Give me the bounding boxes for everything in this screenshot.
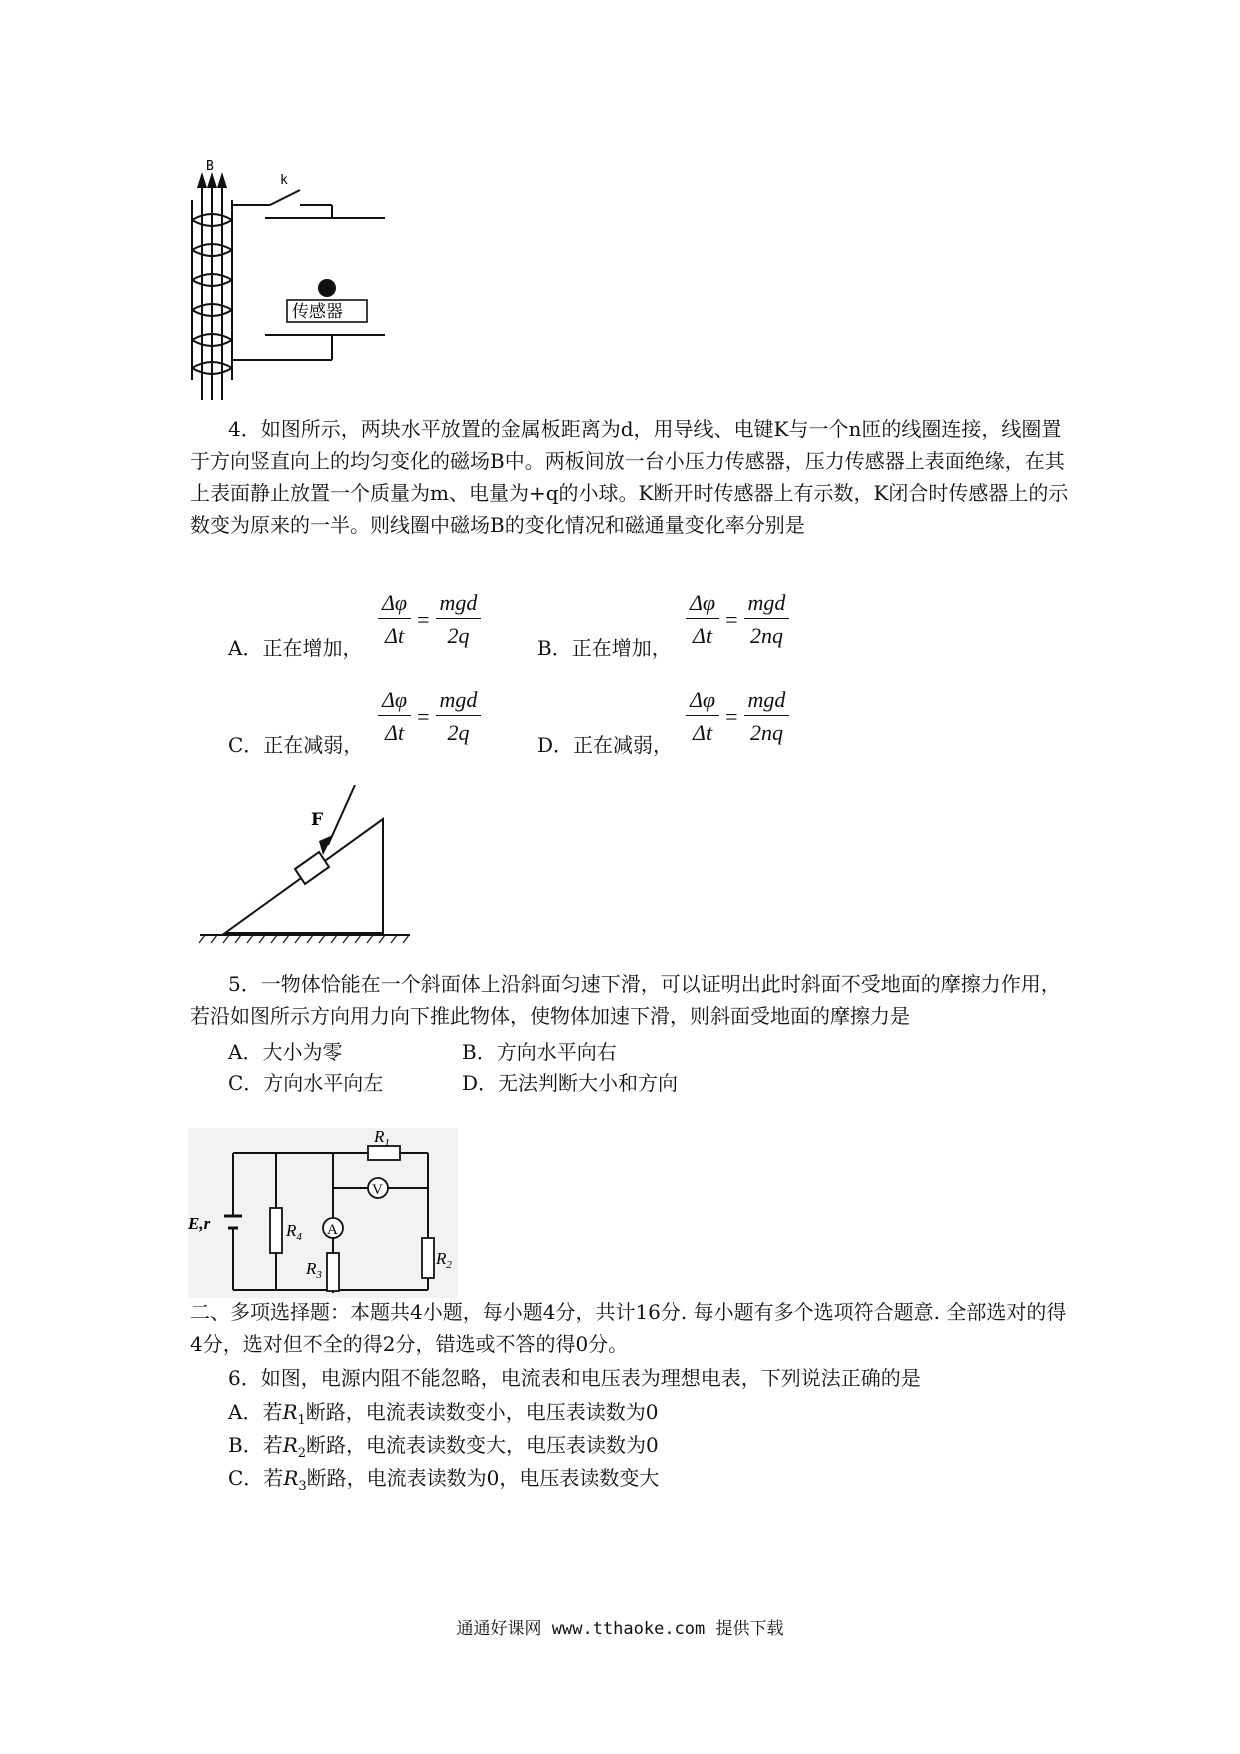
circuit-label-r1: $R_1$ (374, 1128, 390, 1149)
q5-option-b: B．方向水平向右 (462, 1040, 617, 1064)
question-5-text: 5．一物体恰能在一个斜面体上沿斜面匀速下滑，可以证明出此时斜面不受地面的摩擦力作用，若沿如图所示方向用力向下推此物体，使物体加速下滑，则斜面受地面的摩擦力是 (190, 972, 1061, 1028)
circuit-label-er: E,r (188, 1214, 211, 1233)
q5-option-c: C．方向水平向左 (228, 1071, 384, 1095)
figure1-sensor-label: 传感器 (292, 302, 343, 322)
circuit-label-r3: $R_3$ (306, 1259, 322, 1281)
question-4-text: 4．如图所示，两块水平放置的金属板距离为d，用导线、电键K与一个n匝的线圈连接，线圈置于方向竖直向上的均匀变化的磁场B中。两板间放一台小压力传感器，压力传感器上表面绝缘，在其上表面静止放置一个质量为m、电量为+q的小球。K断开时传感器上有示数，K闭合时传感器上的示数变为原来的一半。则线圈中磁场B的变化情况和磁通量变化率分别是 (190, 417, 1069, 537)
question-6-text: 6．如图，电源内阻不能忽略，电流表和电压表为理想电表，下列说法正确的是 (228, 1366, 921, 1390)
q4-option-a: A．正在增加， (228, 636, 363, 660)
q6-option-b: B．若$R_2$断路，电流表读数变大，电压表读数为0 (228, 1433, 659, 1461)
figure1-label-k: k (280, 173, 288, 188)
q6-option-a: A．若$R_1$断路，电流表读数变小，电压表读数为0 (228, 1400, 659, 1428)
figure2-label-f: F (311, 810, 324, 830)
figure-circuit (188, 1128, 458, 1298)
figure-incline (195, 785, 420, 950)
q5-option-d: D．无法判断大小和方向 (462, 1071, 679, 1095)
voltmeter-icon: V (372, 1182, 383, 1198)
page-footer: 通通好课网 www.tthaoke.com 提供下载 (456, 1619, 784, 1639)
q4-option-d-formula: $\frac{\Delta\varphi}{\Delta t}$ = $\frac{\text{mgd}}{2nq}$ (686, 687, 789, 746)
circuit-label-r4: $R_4$ (286, 1221, 302, 1243)
ammeter-icon: A (327, 1222, 338, 1238)
q4-option-b-formula: $\frac{\Delta\varphi}{\Delta t}$ = $\frac{\text{mgd}}{2nq}$ (686, 590, 789, 649)
q4-option-b: B．正在增加， (537, 636, 672, 660)
circuit-label-r2: $R_2$ (436, 1249, 452, 1271)
figure-coil-capacitor (180, 160, 410, 405)
q4-option-d: D．正在减弱， (537, 733, 674, 757)
q4-option-c-formula: $\frac{\Delta\varphi}{\Delta t}$ = $\frac{\text{mgd}}{2q}$ (378, 687, 481, 746)
q6-option-c: C．若$R_3$断路，电流表读数为0，电压表读数变大 (228, 1466, 660, 1494)
figure1-label-b: B (206, 160, 214, 174)
section-2-heading: 二、多项选择题：本题共4小题，每小题4分，共计16分. 每小题有多个选项符合题意. 全部选对的得4分，选对但不全的得2分，错选或不答的得0分。 (190, 1300, 1067, 1356)
q5-option-a: A．大小为零 (228, 1040, 343, 1064)
q4-option-c: C．正在减弱， (228, 733, 364, 757)
q4-option-a-formula: $\frac{\Delta\varphi}{\Delta t}$ = $\frac{\text{mgd}}{2q}$ (378, 590, 481, 649)
